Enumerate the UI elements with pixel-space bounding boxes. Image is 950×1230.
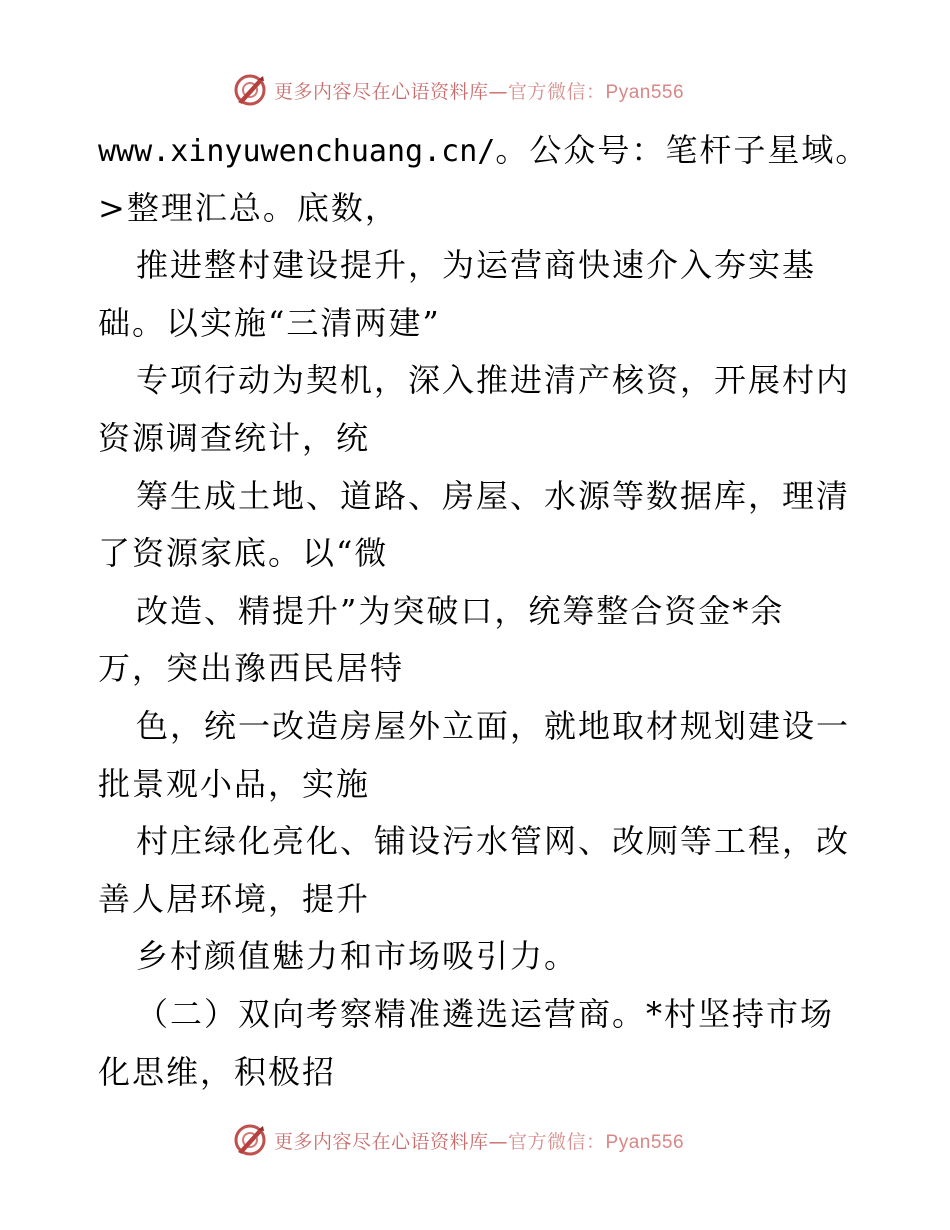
paragraph-line: >整理汇总。底数， (98, 188, 399, 227)
website-url: www.xinyuwenchuang.cn/ (98, 134, 496, 169)
watermark-wechat-label: 官方微信： (508, 1130, 606, 1153)
header-watermark (232, 70, 684, 110)
watermark-text (274, 1127, 684, 1154)
paragraph-line: 础。以实施“三清两建” (98, 303, 441, 342)
paragraph-line: 批景观小品，实施 (98, 764, 371, 803)
paragraph-line: 万，突出豫西民居特 (98, 649, 405, 688)
watermark-site-text: 更多内容尽在心语资料库— (274, 1130, 509, 1153)
paragraph-line: 色，统一改造房屋外立面，就地取材规划建设一 (136, 706, 851, 745)
watermark-wechat-id: Pyan556 (605, 1131, 685, 1153)
paragraph-line: 善人居环境，提升 (98, 879, 371, 918)
section-heading-line: （二）双向考察精准遴选运营商。*村坚持市场 (136, 994, 835, 1033)
footer-watermark (232, 1120, 684, 1160)
document-body (98, 122, 868, 1101)
watermark-wechat-id: Pyan556 (605, 81, 685, 103)
watermark-wechat-label: 官方微信： (508, 80, 606, 103)
paragraph-line: 专项行动为契机，深入推进清产核资，开展村内 (136, 361, 851, 400)
watermark-text (274, 77, 684, 104)
paragraph-line: 改造、精提升”为突破口，统筹整合资金*余 (136, 591, 785, 630)
paragraph-line: 筹生成土地、道路、房屋、水源等数据库，理清 (136, 476, 851, 515)
paragraph-line: 资源调查统计，统 (98, 418, 371, 457)
paragraph-line: 村庄绿化亮化、铺设污水管网、改厕等工程，改 (136, 822, 851, 861)
paragraph-line: 乡村颜值魅力和市场吸引力。 (136, 937, 579, 976)
quill-pen-logo-icon (232, 72, 268, 108)
paragraph-line: 了资源家底。以“微 (98, 534, 389, 573)
paragraph-line: 推进整村建设提升，为运营商快速介入夯实基 (136, 246, 817, 285)
quill-pen-logo-icon (232, 1122, 268, 1158)
paragraph-line (98, 122, 868, 180)
watermark-site-text: 更多内容尽在心语资料库— (274, 80, 509, 103)
paragraph-line-text: 。公众号：笔杆子星域。 (495, 131, 870, 169)
paragraph-line: 化思维，积极招 (98, 1052, 337, 1091)
